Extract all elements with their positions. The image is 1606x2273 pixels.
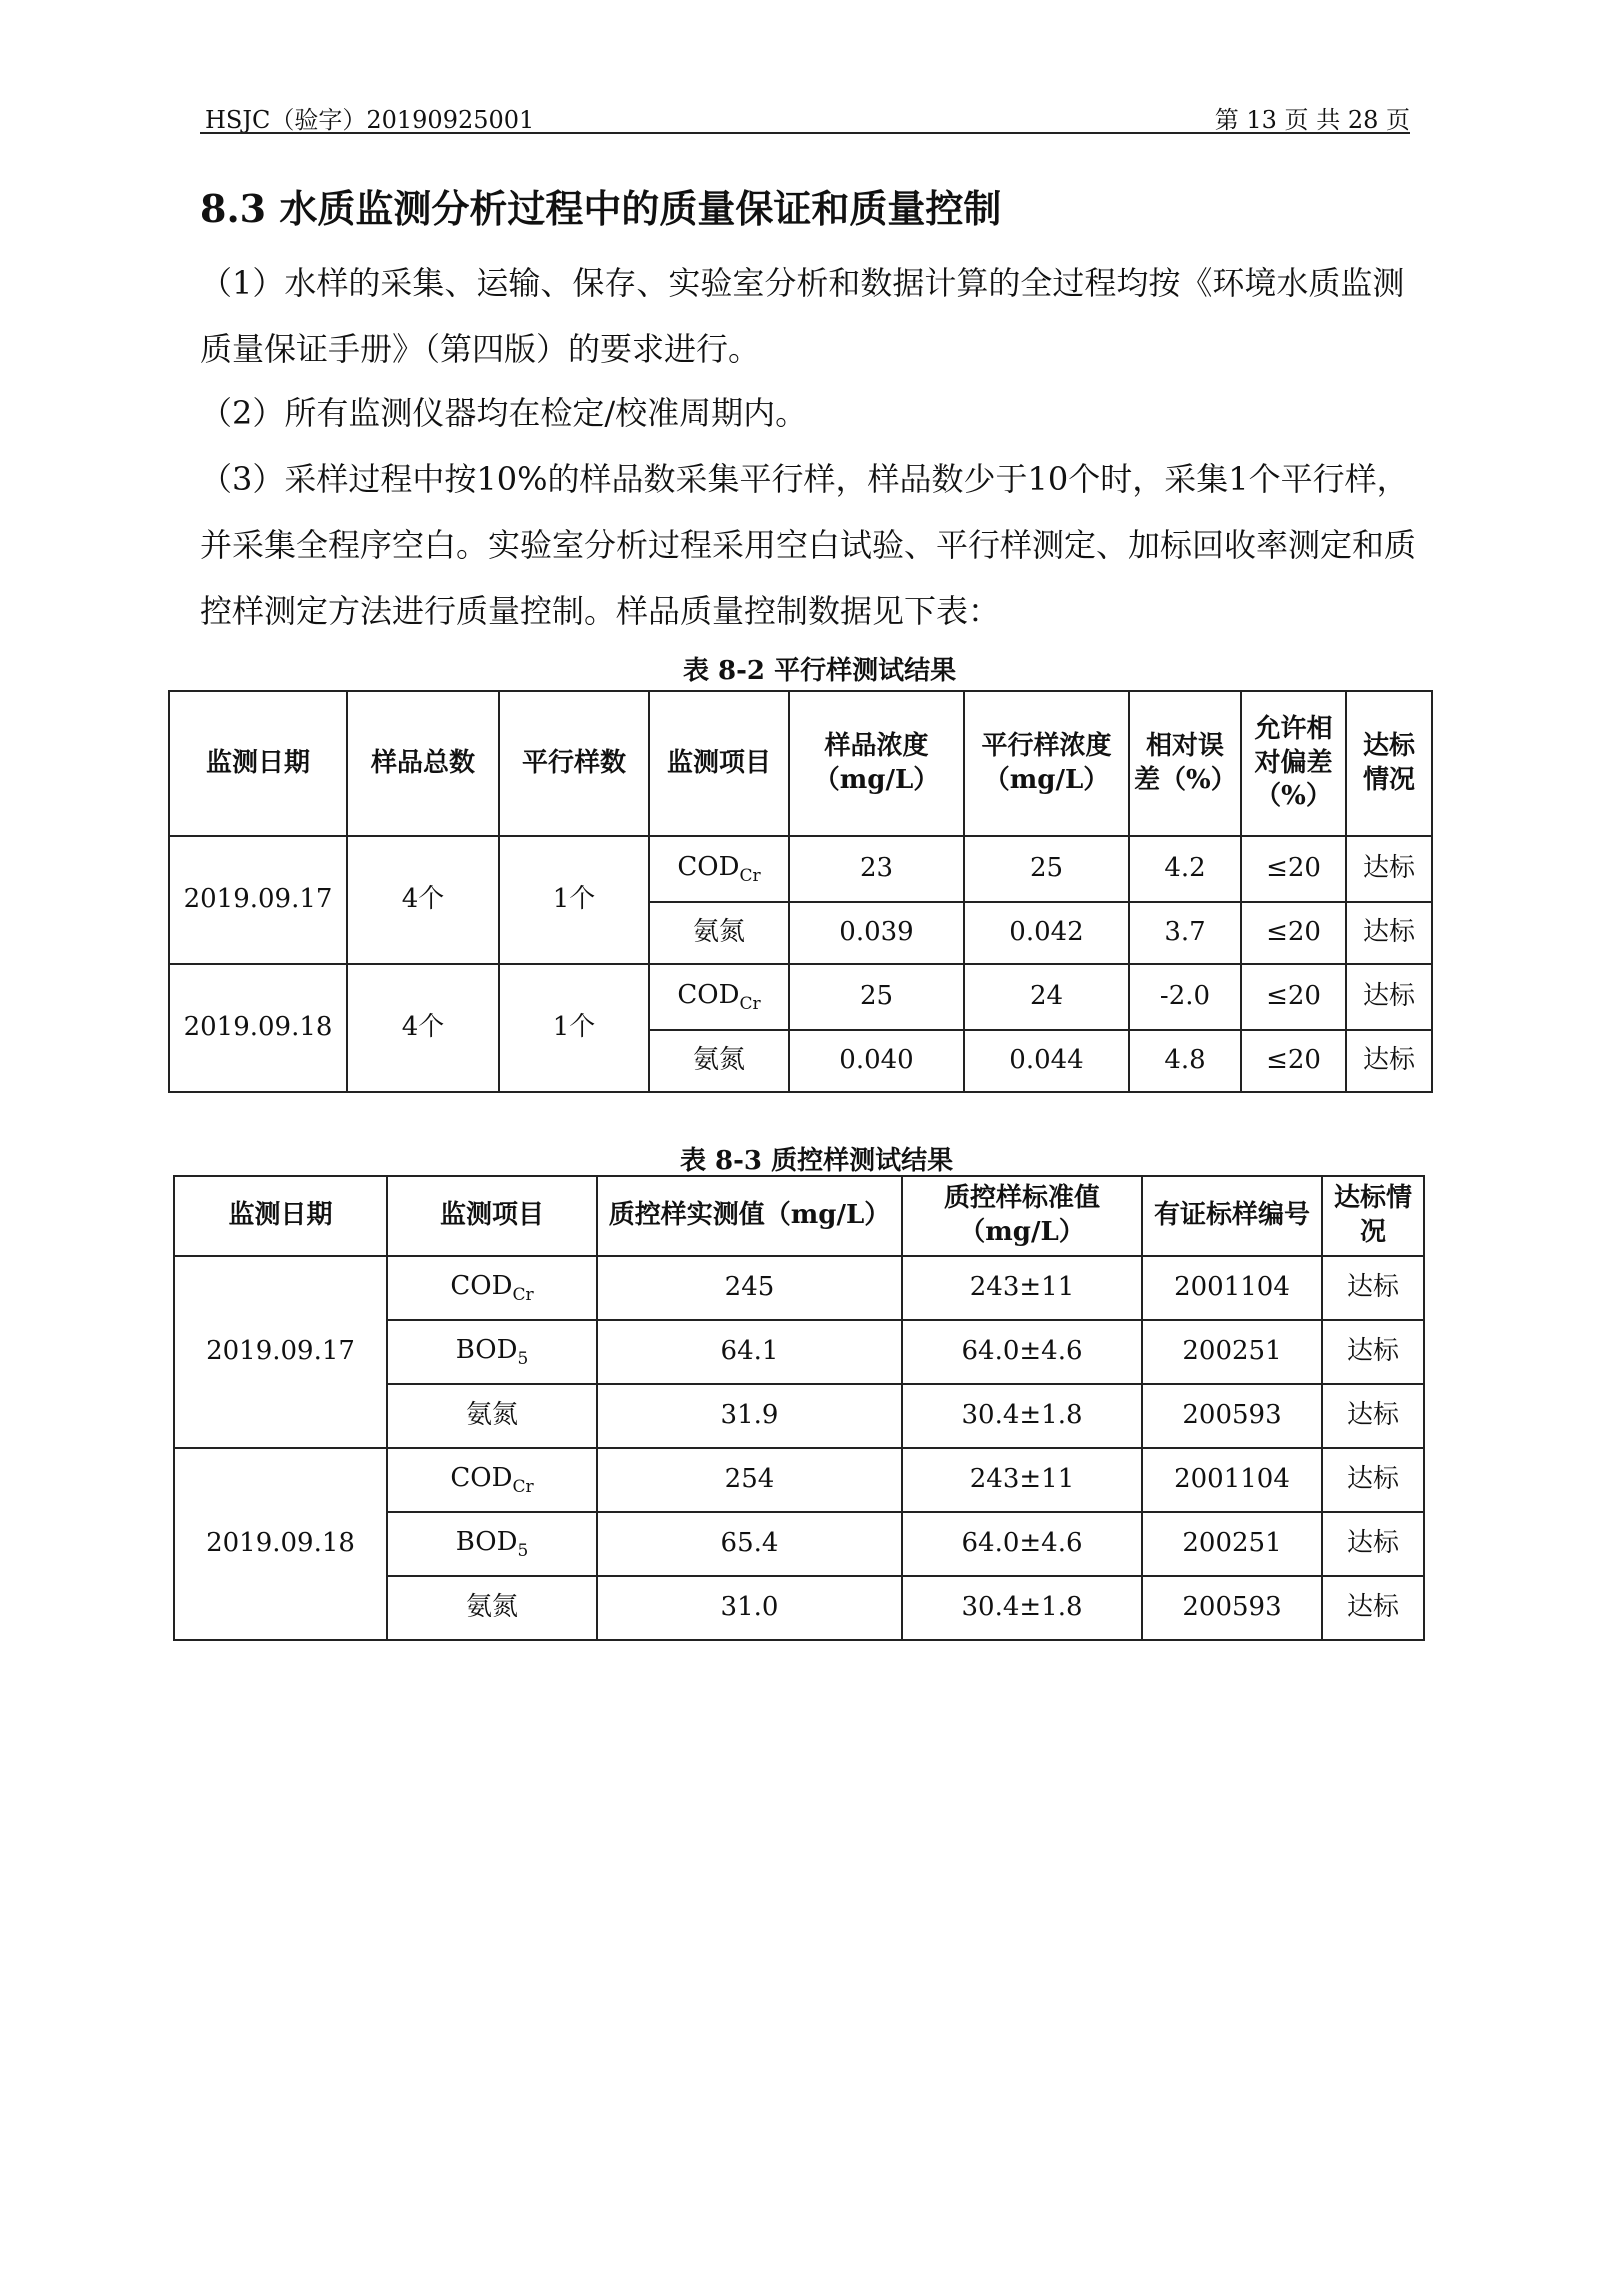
table-row	[174, 1448, 1424, 1512]
t2-status: 达标	[1322, 1384, 1424, 1448]
t1-conc: 0.040	[789, 1030, 964, 1092]
t1-item	[649, 836, 789, 902]
table2-caption: 表 8-3 质控样测试结果	[680, 1146, 954, 1176]
t2-item	[387, 1512, 597, 1576]
t1-header: 平行样浓度（mg/L）	[964, 691, 1129, 836]
t2-header: 达标情况	[1322, 1176, 1424, 1256]
t1-parallel: 1个	[499, 836, 649, 964]
t2-code: 2001104	[1142, 1256, 1322, 1320]
t1-err: 3.7	[1129, 902, 1241, 964]
t2-measured: 31.0	[597, 1576, 902, 1640]
t1-item-name: COD	[677, 979, 740, 1010]
t1-err: 4.2	[1129, 836, 1241, 902]
t2-status: 达标	[1322, 1320, 1424, 1384]
table1-header-row	[169, 691, 1432, 836]
page-indicator: 第 13 页 共 28 页	[1214, 106, 1410, 134]
t1-allow: ≤20	[1241, 902, 1346, 964]
t1-err: -2.0	[1129, 964, 1241, 1030]
t2-item-name: BOD	[455, 1334, 518, 1365]
t1-item: 氨氮	[649, 902, 789, 964]
t2-item-sub: Cr	[512, 1285, 534, 1306]
t1-pconc: 24	[964, 964, 1129, 1030]
header-divider	[200, 132, 1410, 134]
table2-header-row	[174, 1176, 1424, 1256]
paragraph-3: （3）采样过程中按10%的样品数采集平行样，样品数少于10个时，采集1个平行样，并采集全程序空白。实验室分析过程采用空白试验、平行样测定、加标回收率测定和质控样测定方法进行质量控制。样品质量控制数据见下表：	[200, 460, 1417, 630]
t1-header: 监测项目	[649, 691, 789, 836]
t1-allow: ≤20	[1241, 836, 1346, 902]
t2-header: 质控样实测值（mg/L）	[597, 1176, 902, 1256]
t2-item: 氨氮	[387, 1576, 597, 1640]
t2-header: 监测项目	[387, 1176, 597, 1256]
t2-header: 质控样标准值（mg/L）	[902, 1176, 1142, 1256]
t2-status: 达标	[1322, 1576, 1424, 1640]
t1-item-sub: Cr	[739, 866, 761, 887]
t2-standard: 243±11	[902, 1256, 1142, 1320]
t2-status: 达标	[1322, 1256, 1424, 1320]
t1-status: 达标	[1346, 836, 1432, 902]
t1-header: 平行样数	[499, 691, 649, 836]
section-title: 8.3 水质监测分析过程中的质量保证和质量控制	[200, 186, 1002, 231]
t2-status: 达标	[1322, 1512, 1424, 1576]
t2-item-name: BOD	[455, 1526, 518, 1557]
table-row	[169, 836, 1432, 902]
t2-standard: 30.4±1.8	[902, 1384, 1142, 1448]
t2-measured: 65.4	[597, 1512, 902, 1576]
t2-date: 2019.09.17	[174, 1256, 387, 1448]
t2-standard: 64.0±4.6	[902, 1320, 1142, 1384]
t2-header: 有证标样编号	[1142, 1176, 1322, 1256]
t2-measured: 245	[597, 1256, 902, 1320]
t2-item-sub: Cr	[512, 1477, 534, 1498]
t2-measured: 31.9	[597, 1384, 902, 1448]
t2-item: 氨氮	[387, 1384, 597, 1448]
t2-item	[387, 1320, 597, 1384]
t2-item-sub: 5	[517, 1541, 529, 1562]
qc-sample-table	[173, 1175, 1425, 1641]
parallel-sample-table	[168, 690, 1433, 1093]
t2-item-sub: 5	[517, 1349, 529, 1370]
t2-code: 200593	[1142, 1576, 1322, 1640]
t2-standard: 243±11	[902, 1448, 1142, 1512]
t2-code: 200593	[1142, 1384, 1322, 1448]
t1-item-name: COD	[677, 851, 740, 882]
t1-header: 相对误差（%）	[1129, 691, 1241, 836]
paragraph-2: （2）所有监测仪器均在检定/校准周期内。	[200, 394, 808, 432]
t2-date: 2019.09.18	[174, 1448, 387, 1640]
t2-measured: 254	[597, 1448, 902, 1512]
t2-code: 200251	[1142, 1512, 1322, 1576]
t2-header: 监测日期	[174, 1176, 387, 1256]
t1-header: 监测日期	[169, 691, 347, 836]
t2-item-name: COD	[450, 1270, 513, 1301]
t1-pconc: 25	[964, 836, 1129, 902]
t1-date: 2019.09.18	[169, 964, 347, 1092]
t1-conc: 25	[789, 964, 964, 1030]
t2-status: 达标	[1322, 1448, 1424, 1512]
table1-caption: 表 8-2 平行样测试结果	[683, 656, 957, 686]
t2-item	[387, 1256, 597, 1320]
t1-err: 4.8	[1129, 1030, 1241, 1092]
t1-conc: 0.039	[789, 902, 964, 964]
t1-header: 样品浓度（mg/L）	[789, 691, 964, 836]
t1-total: 4个	[347, 964, 499, 1092]
table-row	[169, 964, 1432, 1030]
t1-header: 样品总数	[347, 691, 499, 836]
t2-item	[387, 1448, 597, 1512]
t2-item-name: COD	[450, 1462, 513, 1493]
table-row	[174, 1256, 1424, 1320]
t1-conc: 23	[789, 836, 964, 902]
t1-status: 达标	[1346, 964, 1432, 1030]
t1-allow: ≤20	[1241, 964, 1346, 1030]
t1-date: 2019.09.17	[169, 836, 347, 964]
t1-pconc: 0.044	[964, 1030, 1129, 1092]
t2-standard: 30.4±1.8	[902, 1576, 1142, 1640]
t1-allow: ≤20	[1241, 1030, 1346, 1092]
t1-parallel: 1个	[499, 964, 649, 1092]
paragraph-1: （1）水样的采集、运输、保存、实验室分析和数据计算的全过程均按《环境水质监测质量保证手册》（第四版）的要求进行。	[200, 264, 1405, 368]
t1-header: 允许相对偏差（%）	[1241, 691, 1346, 836]
doc-number: HSJC（验字）20190925001	[205, 106, 535, 134]
t1-status: 达标	[1346, 1030, 1432, 1092]
t1-header: 达标情况	[1346, 691, 1432, 836]
t1-pconc: 0.042	[964, 902, 1129, 964]
t2-standard: 64.0±4.6	[902, 1512, 1142, 1576]
t1-item-sub: Cr	[739, 994, 761, 1015]
t1-status: 达标	[1346, 902, 1432, 964]
t1-item: 氨氮	[649, 1030, 789, 1092]
t2-code: 2001104	[1142, 1448, 1322, 1512]
t1-total: 4个	[347, 836, 499, 964]
t2-code: 200251	[1142, 1320, 1322, 1384]
t1-item	[649, 964, 789, 1030]
t2-measured: 64.1	[597, 1320, 902, 1384]
